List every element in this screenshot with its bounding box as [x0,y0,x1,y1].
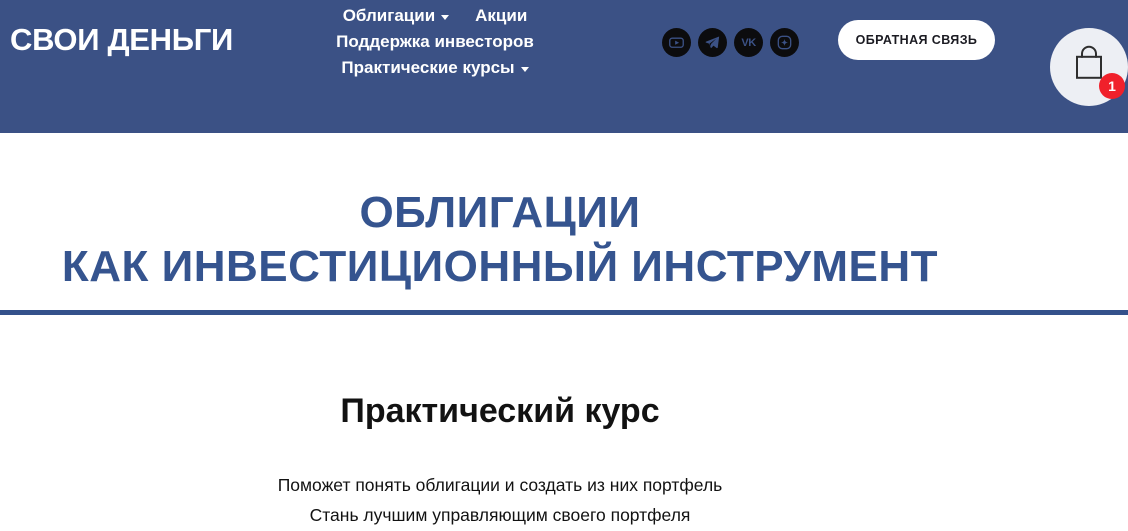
telegram-icon[interactable] [698,28,727,57]
nav-row-3 [341,55,528,81]
cart-badge: 1 [1099,73,1125,99]
chevron-down-icon [441,15,449,20]
nav-item-support-label: Поддержка инвесторов [336,32,534,51]
course-heading: Практический курс [340,392,660,430]
dzen-icon[interactable] [770,28,799,57]
cart-button[interactable] [1050,28,1128,106]
page-title [0,186,1000,294]
nav-item-courses-label: Практические курсы [341,58,515,77]
section-divider [0,310,1128,315]
nav-item-courses[interactable] [341,55,528,81]
social-links [662,28,799,57]
nav-item-bonds[interactable] [343,3,449,29]
vk-icon[interactable] [734,28,763,57]
site-header [0,0,1128,133]
course-description [0,470,1000,530]
nav-item-stocks-label: Акции [475,6,528,25]
course-description-line2: Стань лучшим управляющим своего портфеля [309,505,691,525]
nav-item-bonds-label: Облигации [342,6,436,25]
chevron-down-icon [521,67,529,72]
site-logo[interactable]: СВОИ ДЕНЬГИ [10,22,233,57]
page-title-line2: КАК ИНВЕСТИЦИОННЫЙ ИНСТРУМЕНТ [61,242,939,291]
vk-icon-glyph: VK [741,36,756,49]
nav-row-1 [343,3,528,29]
feedback-button[interactable]: ОБРАТНАЯ СВЯЗЬ [838,20,995,60]
youtube-icon[interactable] [662,28,691,57]
page-title-line1: ОБЛИГАЦИИ [359,188,641,237]
main-nav [328,3,542,81]
nav-item-stocks[interactable] [475,3,527,29]
nav-row-2 [336,29,534,55]
course-description-line1: Поможет понять облигации и создать из них портфель [277,475,723,495]
nav-item-support[interactable] [336,29,534,55]
